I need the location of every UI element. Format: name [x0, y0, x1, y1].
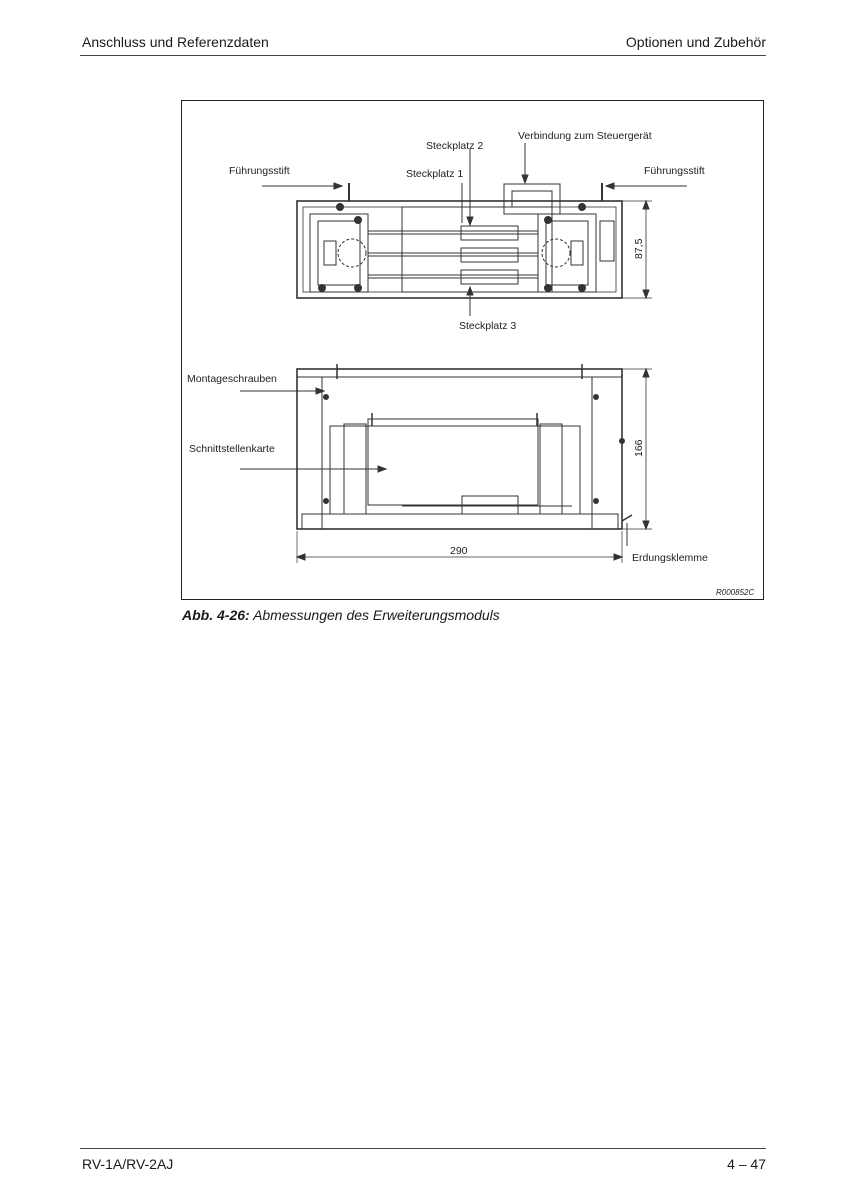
caption-number: Abb. 4-26:	[182, 607, 250, 623]
header-section-title: Optionen und Zubehör	[625, 34, 766, 50]
dimension-290: 290	[450, 545, 468, 557]
header-rule	[80, 55, 766, 56]
slot-1-block	[461, 248, 518, 262]
dimension-87-5: 87,5	[633, 238, 645, 259]
footer-model: RV-1A/RV-2AJ	[82, 1156, 174, 1172]
figure-caption	[182, 607, 500, 623]
caption-text: Abmessungen des Erweiterungsmoduls	[253, 607, 500, 623]
page-number: 4 – 47	[727, 1156, 766, 1172]
montageschrauben-label: Montageschrauben	[187, 373, 277, 385]
left-bracket	[310, 214, 368, 292]
erdungsklemme-label: Erdungsklemme	[632, 552, 708, 564]
slot-2-block	[461, 226, 518, 240]
schnittstellenkarte-label: Schnittstellenkarte	[189, 443, 275, 455]
figure-reference-code: R000852C	[716, 588, 755, 597]
steckplatz-1-label: Steckplatz 1	[406, 168, 464, 180]
dimension-166: 166	[633, 439, 645, 457]
top-view-housing	[297, 201, 622, 298]
fuehrungsstift-right-label: Führungsstift	[644, 165, 705, 177]
steckplatz-2-label: Steckplatz 2	[426, 140, 484, 152]
steckplatz-3-label: Steckplatz 3	[459, 320, 517, 332]
fuehrungsstift-left-label: Führungsstift	[229, 165, 290, 177]
figure-frame	[181, 100, 764, 600]
interface-card	[368, 419, 538, 505]
slot-3-block	[461, 270, 518, 284]
right-bracket	[538, 214, 596, 292]
technical-drawing	[182, 101, 765, 601]
verbindung-label: Verbindung zum Steuergerät	[518, 130, 652, 142]
left-dashed-circle	[338, 239, 366, 267]
header-chapter-title: Anschluss und Referenzdaten	[82, 34, 269, 50]
footer-rule	[80, 1148, 766, 1149]
